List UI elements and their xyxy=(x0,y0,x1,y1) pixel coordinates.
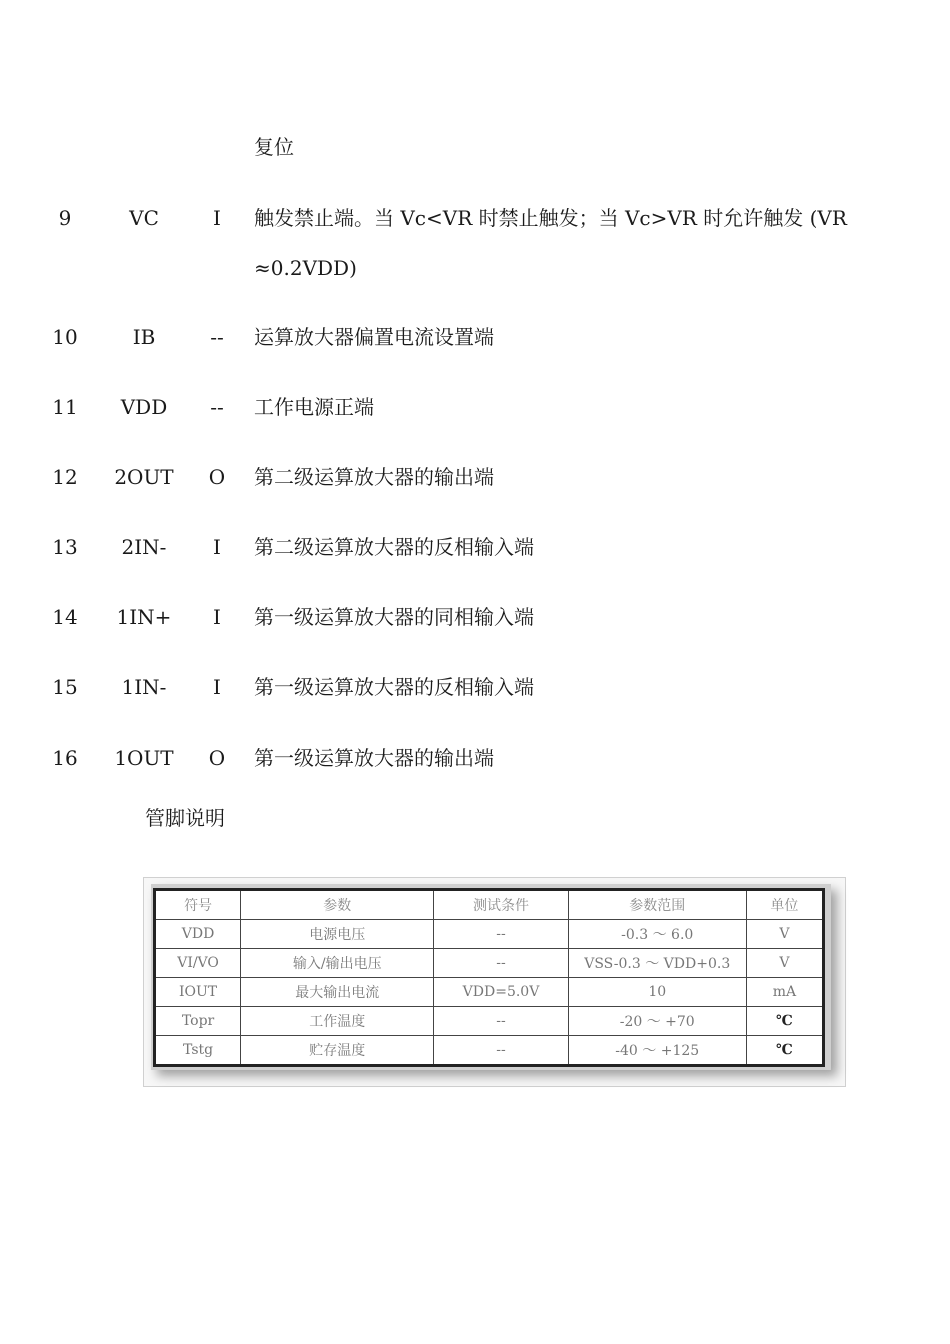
absolute-max-ratings-table xyxy=(153,888,825,1067)
table-header-row xyxy=(155,890,824,920)
table-cell: Tstg xyxy=(155,1036,241,1066)
table-cell: -- xyxy=(434,1007,568,1036)
pin-desc: 第二级运算放大器的输出端 xyxy=(254,465,494,489)
pin-number: 14 xyxy=(52,605,78,629)
header-cell: 参数范围 xyxy=(568,890,746,920)
pin-name: 1OUT xyxy=(114,746,174,770)
header-cell: 参数 xyxy=(241,890,434,920)
pin-io: -- xyxy=(210,395,224,419)
pin-number: 13 xyxy=(52,535,78,559)
table-cell: 电源电压 xyxy=(241,920,434,949)
table-cell: -- xyxy=(434,920,568,949)
pin-io: I xyxy=(213,535,221,559)
pin-name: 1IN+ xyxy=(116,605,172,629)
pin-8-desc-continuation: 复位 xyxy=(254,135,294,159)
table-cell: Topr xyxy=(155,1007,241,1036)
table-cell: IOUT xyxy=(155,978,241,1007)
pin-desc: 第一级运算放大器的输出端 xyxy=(254,746,494,770)
pin-name: VDD xyxy=(120,395,168,419)
pin-number: 10 xyxy=(52,325,78,349)
pin-io: I xyxy=(213,206,221,230)
table-cell: V xyxy=(746,949,823,978)
table-cell: mA xyxy=(746,978,823,1007)
table-row xyxy=(155,1007,824,1036)
table-cell: ℃ xyxy=(746,1036,823,1066)
pin-desc: 运算放大器偏置电流设置端 xyxy=(254,325,494,349)
pin-name: 1IN- xyxy=(121,675,167,699)
table-cell: V xyxy=(746,920,823,949)
pin-number: 16 xyxy=(52,746,78,770)
pin-desc: 第二级运算放大器的反相输入端 xyxy=(254,535,534,559)
pin-io: -- xyxy=(210,325,224,349)
table-cell: -0.3 ～ 6.0 xyxy=(568,920,746,949)
table-cell: -- xyxy=(434,949,568,978)
header-cell: 测试条件 xyxy=(434,890,568,920)
pin-number: 11 xyxy=(52,395,78,419)
pin-desc-line2: ≈0.2VDD) xyxy=(254,256,357,280)
table-cell: -20 ～ +70 xyxy=(568,1007,746,1036)
pin-desc: 第一级运算放大器的反相输入端 xyxy=(254,675,534,699)
pin-desc: 第一级运算放大器的同相输入端 xyxy=(254,605,534,629)
header-cell: 单位 xyxy=(746,890,823,920)
pin-number: 12 xyxy=(52,465,78,489)
pin-number: 9 xyxy=(58,206,72,230)
pin-io: O xyxy=(208,465,226,489)
table-cell: 10 xyxy=(568,978,746,1007)
section-caption: 管脚说明 xyxy=(145,806,225,830)
table-row xyxy=(155,920,824,949)
table-row xyxy=(155,949,824,978)
pin-name: 2OUT xyxy=(114,465,174,489)
table-cell: -40 ～ +125 xyxy=(568,1036,746,1066)
table-row xyxy=(155,1036,824,1066)
pin-desc: 触发禁止端。当 Vc<VR 时禁止触发；当 Vc>VR 时允许触发 (VR xyxy=(254,206,847,230)
table-row xyxy=(155,978,824,1007)
table-cell: 输入/输出电压 xyxy=(241,949,434,978)
table-cell: VDD=5.0V xyxy=(434,978,568,1007)
table-cell: VI/VO xyxy=(155,949,241,978)
table-cell: VSS-0.3 ～ VDD+0.3 xyxy=(568,949,746,978)
pin-name: IB xyxy=(132,325,156,349)
table-cell: ℃ xyxy=(746,1007,823,1036)
pin-name: VC xyxy=(129,206,159,230)
pin-desc: 工作电源正端 xyxy=(254,395,374,419)
table-cell: 工作温度 xyxy=(241,1007,434,1036)
table-cell: 贮存温度 xyxy=(241,1036,434,1066)
pin-io: I xyxy=(213,605,221,629)
table-cell: VDD xyxy=(155,920,241,949)
pin-io: O xyxy=(208,746,226,770)
pin-name: 2IN- xyxy=(121,535,167,559)
table-cell: 最大输出电流 xyxy=(241,978,434,1007)
header-cell: 符号 xyxy=(155,890,241,920)
table-cell: -- xyxy=(434,1036,568,1066)
pin-io: I xyxy=(213,675,221,699)
pin-number: 15 xyxy=(52,675,78,699)
